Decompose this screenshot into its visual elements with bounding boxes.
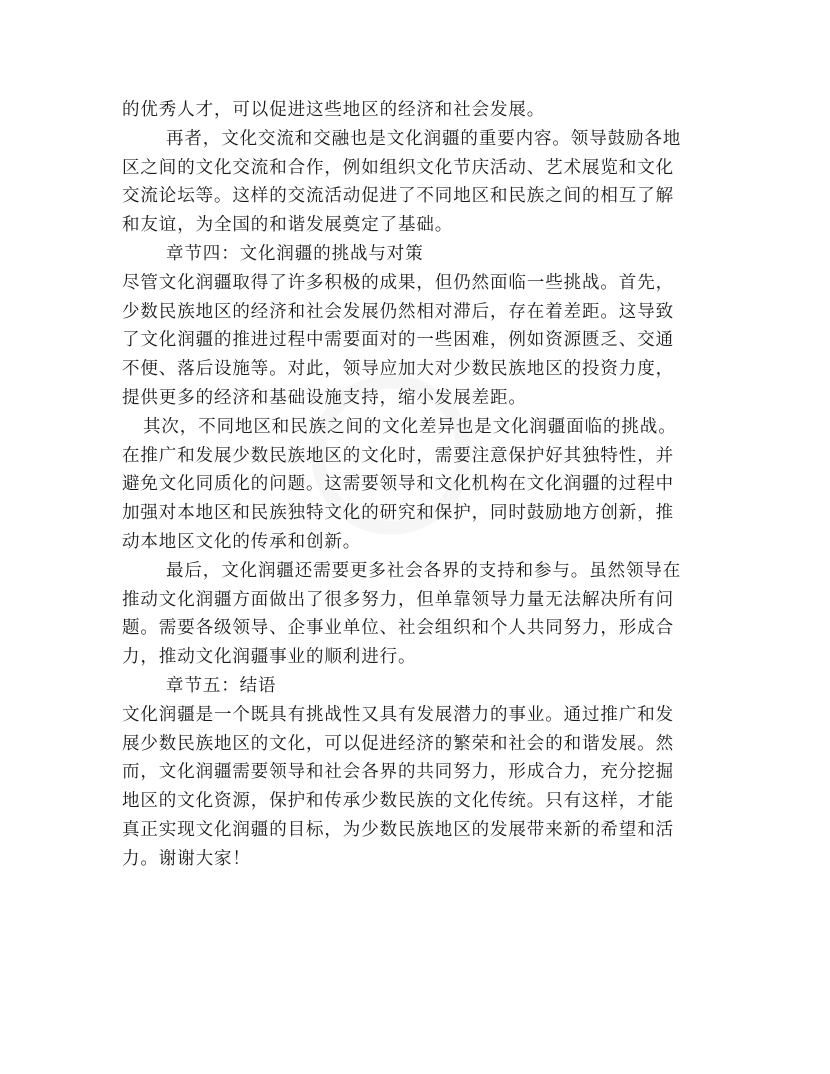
- text-line: 而，文化润疆需要领导和社会各界的共同努力，形成合力，充分挖掘: [122, 762, 674, 783]
- paragraph-start: 再者，文化交流和交融也是文化润疆的重要内容。领导鼓励各地: [166, 128, 682, 149]
- text-line: 动本地区文化的传承和创新。: [122, 531, 362, 552]
- text-line: 推动文化润疆方面做出了很多努力，但单靠领导力量无法解决所有问: [122, 589, 674, 610]
- text-line: 区之间的文化交流和合作，例如组织文化节庆活动、艺术展览和文化: [122, 157, 674, 178]
- paragraph-start: 文化润疆是一个既具有挑战性又具有发展潜力的事业。通过推广和发: [122, 704, 674, 725]
- text-line: 真正实现文化润疆的目标，为少数民族地区的发展带来新的希望和活: [122, 819, 674, 840]
- text-line: 展少数民族地区的文化，可以促进经济的繁荣和社会的和谐发展。然: [122, 733, 674, 754]
- text-line: 和友谊，为全国的和谐发展奠定了基础。: [122, 215, 454, 236]
- paragraph-start: 最后，文化润疆还需要更多社会各界的支持和参与。虽然领导在: [166, 560, 682, 581]
- text-line: 交流论坛等。这样的交流活动促进了不同地区和民族之间的相互了解: [122, 186, 674, 207]
- paragraph-start: 尽管文化润疆取得了许多积极的成果，但仍然面临一些挑战。首先，: [122, 272, 674, 293]
- text-line: 加强对本地区和民族独特文化的研究和保护，同时鼓励地方创新，推: [122, 503, 674, 524]
- text-line: 在推广和发展少数民族地区的文化时，需要注意保护好其独特性，并: [122, 445, 674, 466]
- document-body: [122, 96, 706, 874]
- section-heading: 章节五：结语: [166, 675, 277, 696]
- text-line: 题。需要各级领导、企事业单位、社会组织和个人共同努力，形成合: [122, 618, 674, 639]
- text-line: 了文化润疆的推进过程中需要面对的一些困难，例如资源匮乏、交通: [122, 330, 674, 351]
- text-line: 力，推动文化润疆事业的顺利进行。: [122, 647, 417, 668]
- text-line: 不便、落后设施等。对此，领导应加大对少数民族地区的投资力度，: [122, 359, 674, 380]
- text-line: 避免文化同质化的问题。这需要领导和文化机构在文化润疆的过程中: [122, 474, 674, 495]
- text-line: 提供更多的经济和基础设施支持，缩小发展差距。: [122, 387, 527, 408]
- text-line: 少数民族地区的经济和社会发展仍然相对滞后，存在着差距。这导致: [122, 301, 674, 322]
- text-line: 的优秀人才，可以促进这些地区的经济和社会发展。: [122, 100, 546, 120]
- text-line: 力。谢谢大家！: [122, 848, 251, 869]
- text-line: 地区的文化资源，保护和传承少数民族的文化传统。只有这样，才能: [122, 791, 674, 812]
- section-heading: 章节四：文化润疆的挑战与对策: [166, 243, 424, 264]
- paragraph-start: 其次，不同地区和民族之间的文化差异也是文化润疆面临的挑战。: [143, 416, 677, 437]
